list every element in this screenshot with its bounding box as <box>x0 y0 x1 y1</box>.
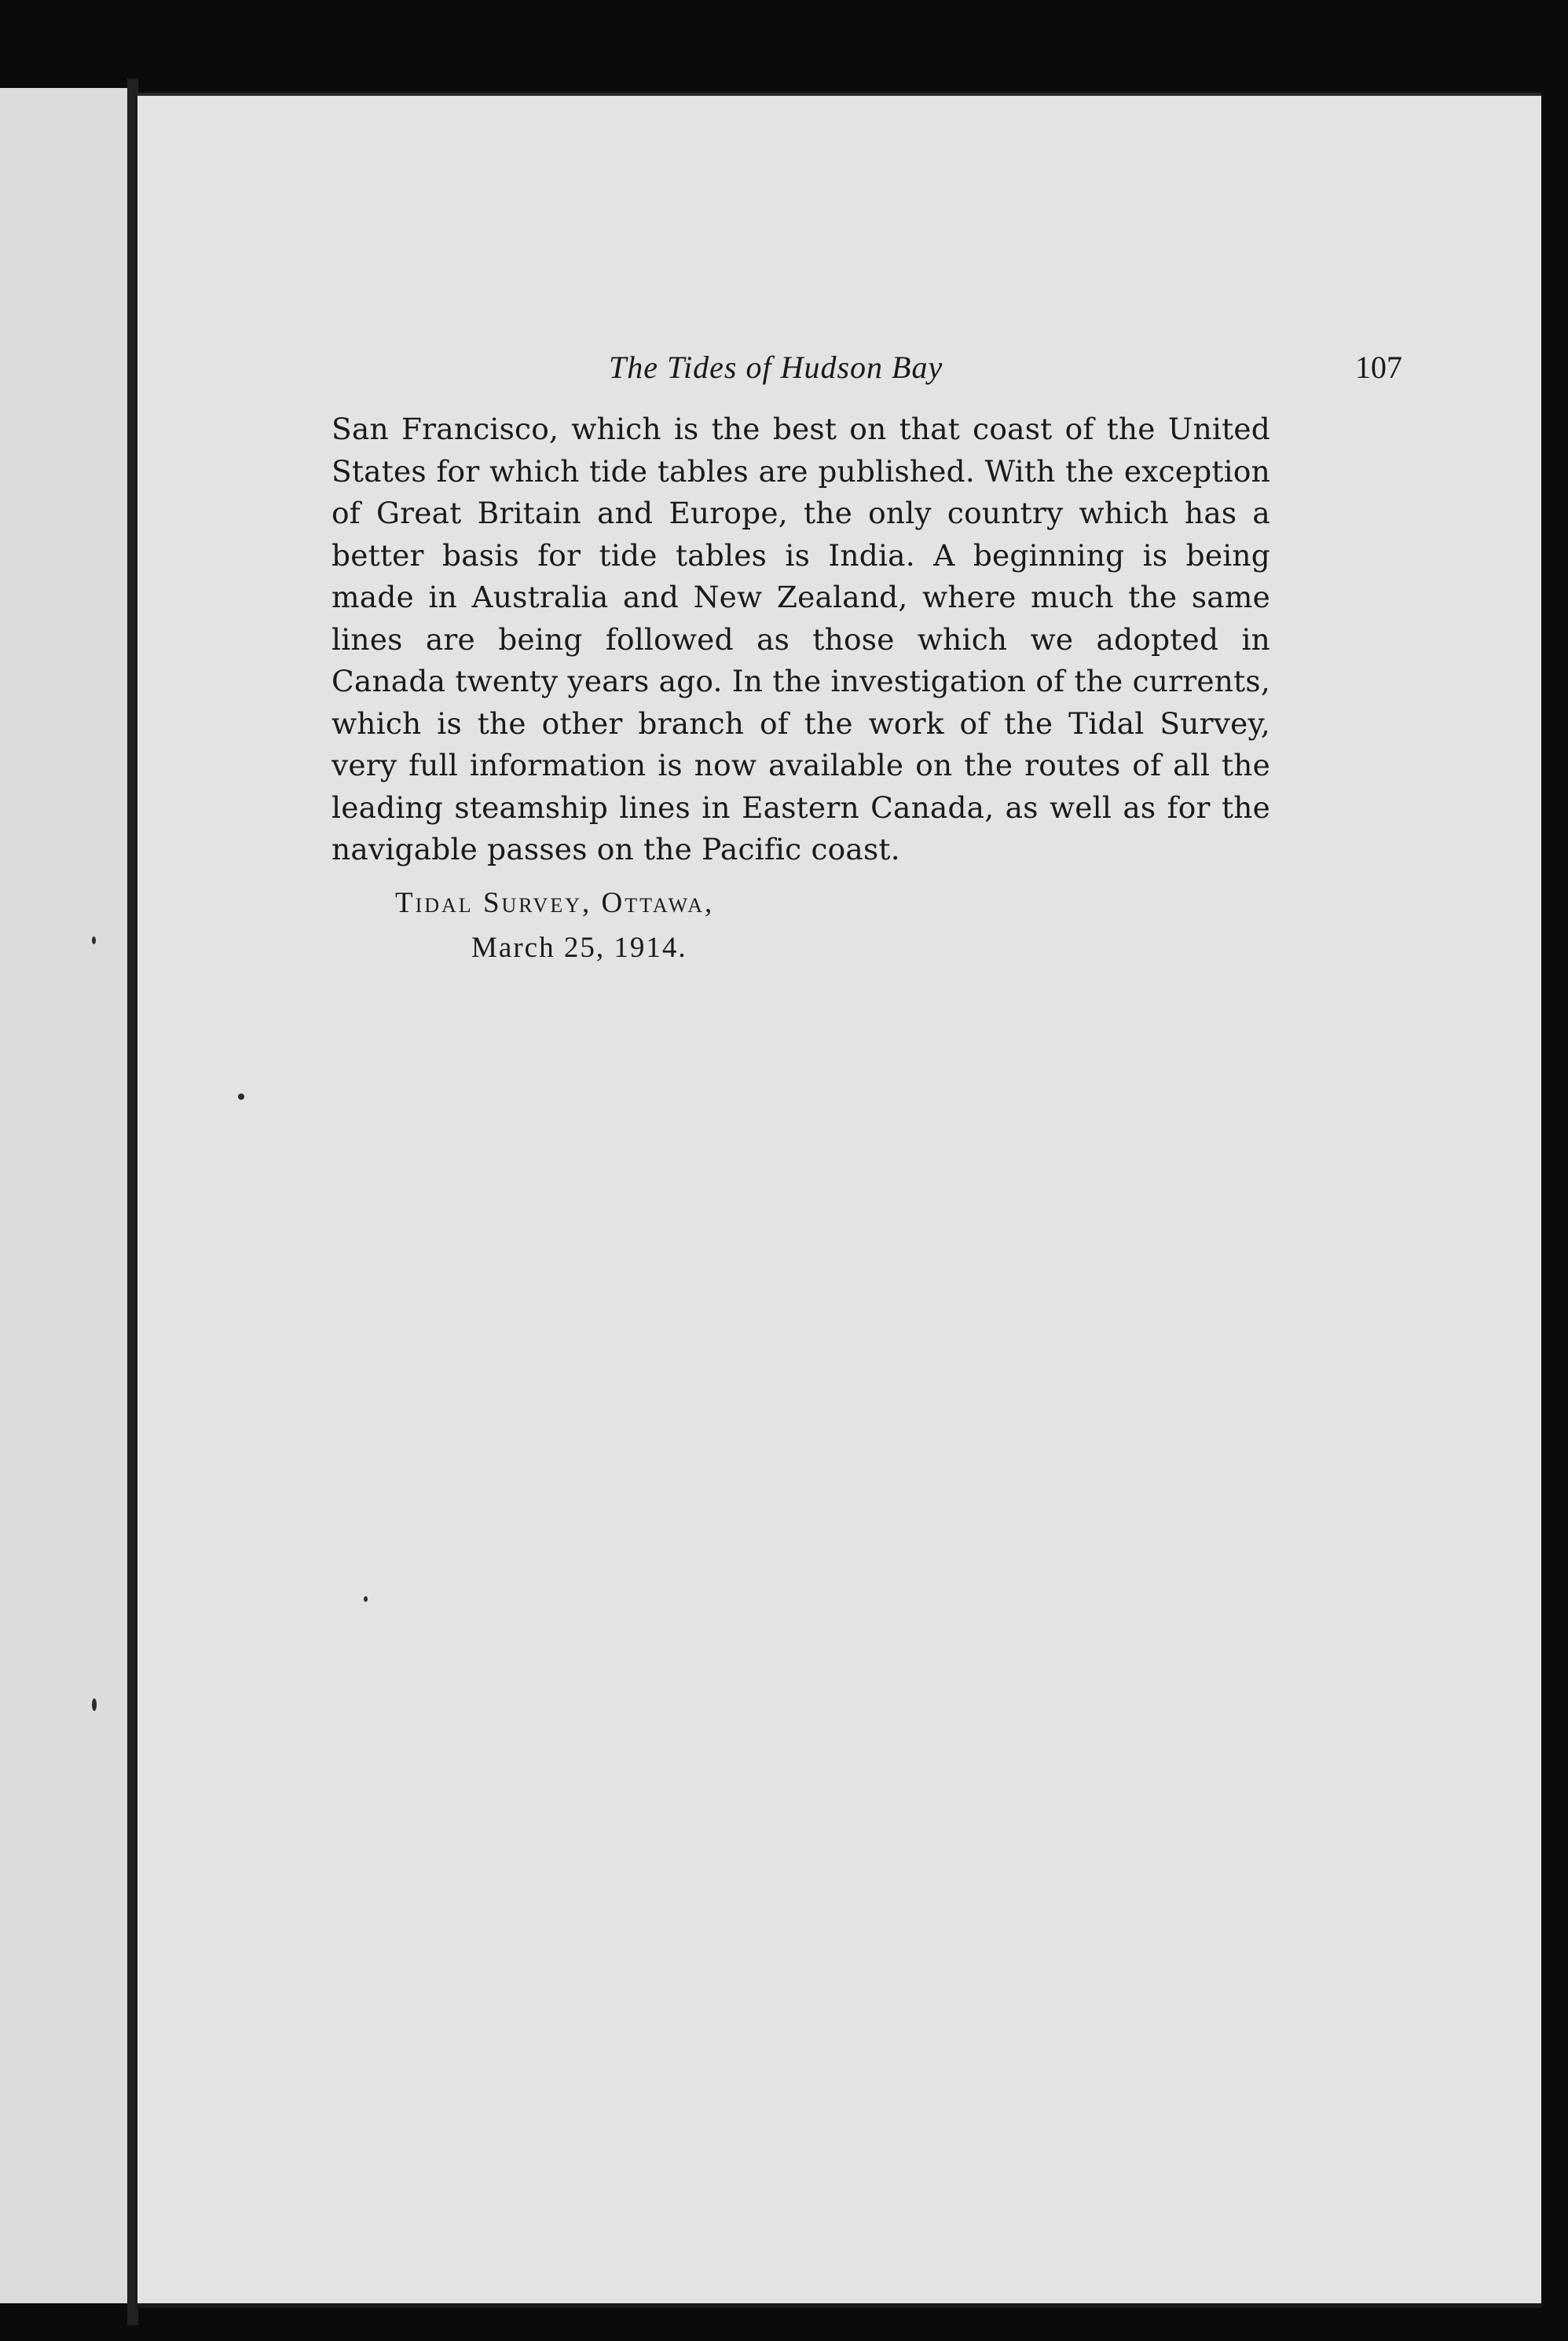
scan-speck <box>92 1698 97 1711</box>
body-paragraph: San Francisco, which is the best on that coast of the United States for which tide tables are published. With the exception of Great Britain and Europe, the only country which has a better basis for tide tables is India. A beginning is being made in Australia and New Zealand, where much the same lines are being followed as those which we adopted in Canada twenty years ago. In the investigation of the currents, which is the other branch of the work of the Tidal Survey, very full information is now available on the routes of all the leading steamship lines in Eastern Canada, as well as for the navigable passes on the Pacific coast. <box>332 412 1270 866</box>
signature-date: March 25, 1914. <box>471 932 687 964</box>
running-title: The Tides of Hudson Bay <box>609 350 943 385</box>
scan-speck <box>238 1094 244 1100</box>
page-number: 107 <box>1355 350 1402 385</box>
left-page-edge <box>0 88 130 2303</box>
scan-speck <box>364 1596 368 1602</box>
signature-place: Tidal Survey, Ottawa, <box>395 887 715 919</box>
scan-speck <box>92 936 96 944</box>
document-page <box>135 93 1541 2308</box>
page-header <box>609 349 1402 396</box>
